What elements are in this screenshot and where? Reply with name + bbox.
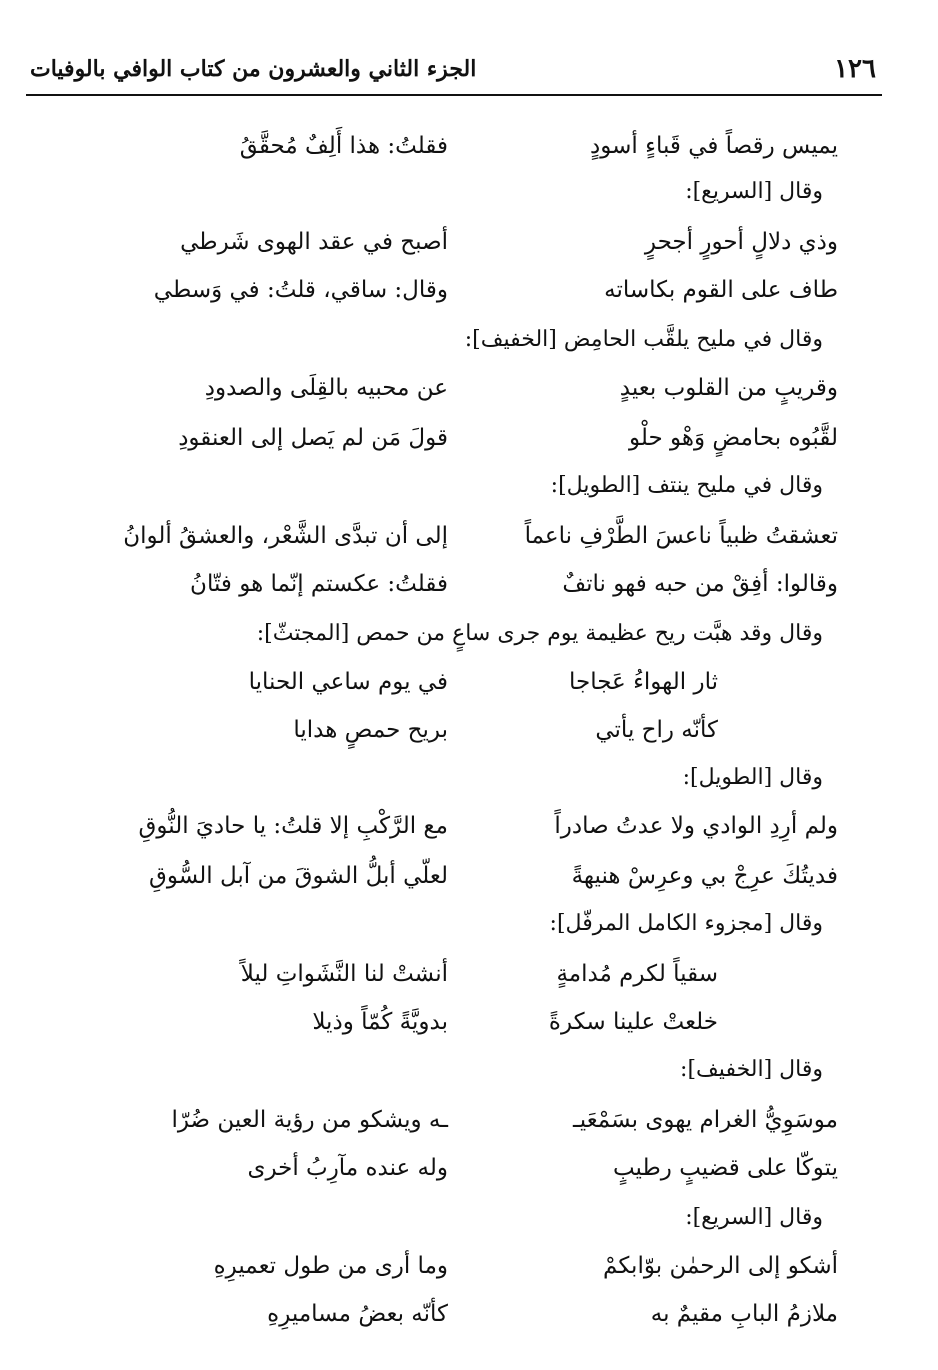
section-heading (0, 462, 938, 510)
verse-line (0, 122, 938, 170)
first-hemistich: كأنّه راح يأتي (595, 717, 718, 743)
page-number: ١٢٦ (834, 54, 876, 84)
heading-text: وقال [السريع]: (685, 179, 823, 204)
first-hemistich: أشكو إلى الرحمٰن بوّابكمْ (603, 1253, 838, 1279)
second-hemistich: ـه ويشكو من رؤية العين ضُرّا (171, 1107, 448, 1133)
first-hemistich: لقَّبُوه بحامضٍ وَهْو حلْو (628, 425, 838, 451)
verse-line (0, 950, 938, 998)
second-hemistich: عن محبيه بالقِلَى والصدودِ (204, 375, 448, 401)
running-title: الجزء الثاني والعشرون من كتاب الوافي بالوفيات (30, 56, 477, 82)
first-hemistich: تعشقتُ ظبياً ناعسَ الطَّرْفِ ناعماً (524, 523, 838, 549)
second-hemistich: فقلتُ: هذا أَلِفٌ مُحقَّقُ (239, 133, 448, 159)
verse-line (0, 364, 938, 412)
first-hemistich: خلعتْ علينا سكرةً (548, 1009, 718, 1035)
heading-text: وقال [الخفيف]: (680, 1057, 823, 1082)
section-heading (0, 316, 938, 364)
verse-line (0, 1096, 938, 1144)
heading-text: وقال [السريع]: (685, 1205, 823, 1230)
second-hemistich: أصبح في عقد الهوى شَرطي (180, 229, 448, 255)
section-heading (0, 1046, 938, 1094)
second-hemistich: أنشتْ لنا النَّشَواتِ ليلاً (240, 961, 448, 987)
verse-line (0, 852, 938, 900)
second-hemistich: بريح حمصٍ هدايا (293, 717, 448, 743)
verse-line (0, 1290, 938, 1338)
first-hemistich: ثار الهواءُ عَجاجا (568, 669, 718, 695)
section-heading (0, 168, 938, 216)
verse-line (0, 802, 938, 850)
heading-text: وقال وقد هبَّت ريح عظيمة يوم جرى ساعٍ من حمص [المجتثّ]: (256, 621, 823, 646)
first-hemistich: فديتُكَ عرِجْ بي وعرِسْ هنيهةً (571, 863, 838, 889)
first-hemistich: وذي دلالٍ أحورٍ أجحرٍ (644, 229, 838, 255)
section-heading (0, 900, 938, 948)
section-heading (0, 610, 938, 658)
second-hemistich: كأنّه بعضُ مساميرِهِ (267, 1301, 448, 1327)
first-hemistich: ملازمُ البابِ مقيمٌ به (650, 1301, 838, 1327)
second-hemistich: فقلتُ: عكستم إنّما هو فتّانُ (190, 571, 448, 597)
verse-line (0, 998, 938, 1046)
second-hemistich: وقال: ساقي، قلتُ: في وَسطي (153, 277, 448, 303)
heading-text: وقال في مليح يلقَّب الحامِض [الخفيف]: (464, 327, 823, 352)
heading-text: وقال [مجزوء الكامل المرفّل]: (549, 911, 823, 936)
second-hemistich: بدويَّةً كُمّاً وذيلا (312, 1009, 448, 1035)
page-header (26, 50, 882, 96)
first-hemistich: سقياً لكرم مُدامةٍ (556, 961, 718, 987)
verse-line (0, 218, 938, 266)
first-hemistich: ولم أرِدِ الوادي ولا عدتُ صادراً (554, 813, 838, 839)
heading-text: وقال [الطويل]: (682, 765, 823, 790)
second-hemistich: مع الرَّكْبِ إلا قلتُ: يا حاديَ النُّوقِ (138, 813, 448, 839)
verse-line (0, 266, 938, 314)
second-hemistich: لعلّي أبلُّ الشوقَ من آبل السُّوقِ (149, 863, 448, 889)
section-heading (0, 754, 938, 802)
first-hemistich: موسَوِيُّ الغرام يهوى بسَمْعَيـ (573, 1107, 838, 1133)
heading-text: وقال في مليح ينتف [الطويل]: (550, 473, 823, 498)
second-hemistich: وما أرى من طول تعميرِهِ (213, 1253, 448, 1279)
verse-line (0, 706, 938, 754)
second-hemistich: وله عنده مآرِبُ أخرى (247, 1155, 448, 1181)
verse-line (0, 658, 938, 706)
second-hemistich: في يوم ساعي الحنايا (248, 669, 448, 695)
first-hemistich: وقالوا: أفِقْ من حبه فهو ناتفٌ (562, 571, 838, 597)
verse-line (0, 1144, 938, 1192)
section-heading (0, 1194, 938, 1242)
verse-line (0, 560, 938, 608)
second-hemistich: قولَ مَن لم يَصل إلى العنقودِ (178, 425, 448, 451)
second-hemistich: إلى أن تبدَّى الشَّعْر، والعشقُ ألوانُ (123, 523, 448, 549)
first-hemistich: وقريبٍ من القلوب بعيدٍ (619, 375, 838, 401)
verse-line (0, 512, 938, 560)
verse-line (0, 1242, 938, 1290)
first-hemistich: يتوكّا على قضيبٍ رطيبٍ (612, 1155, 838, 1181)
verse-line (0, 414, 938, 462)
first-hemistich: يميس رقصاً في قَباءٍ أسودٍ (590, 133, 838, 159)
first-hemistich: طاف على القوم بكاساته (604, 277, 838, 303)
